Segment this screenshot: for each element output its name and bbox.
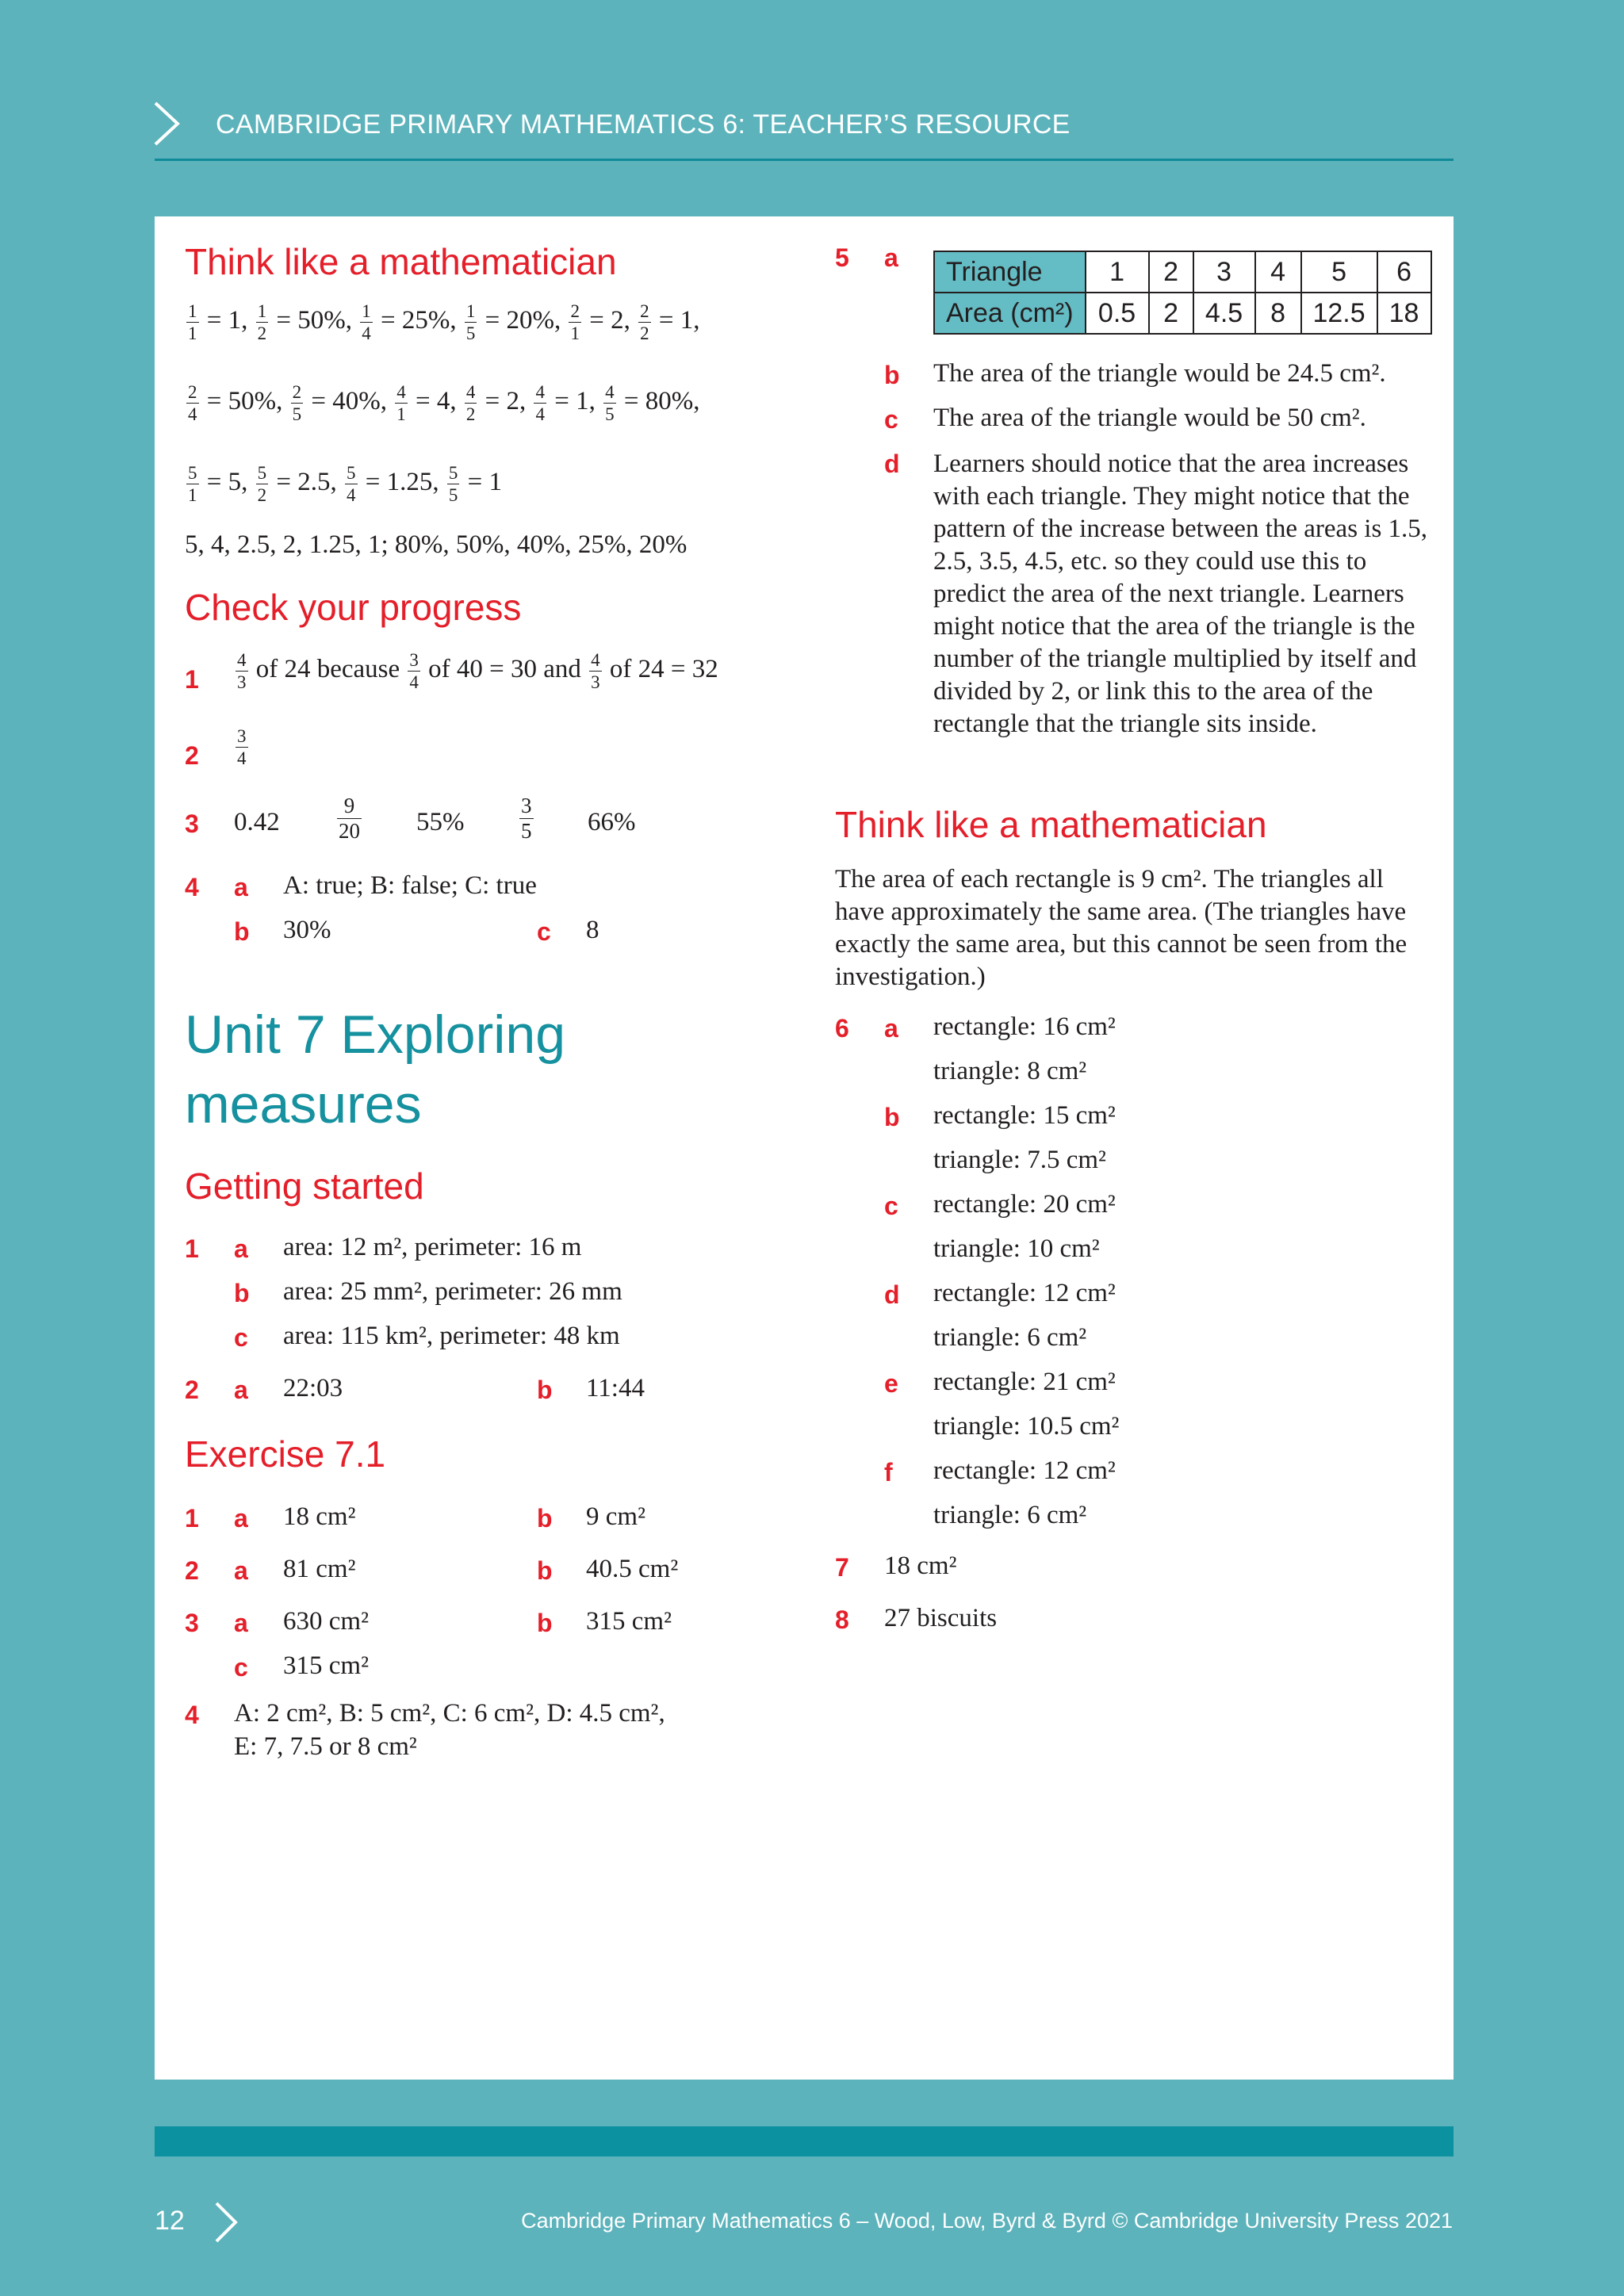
progress-answer-3-v4: $\frac{3}{5}$	[521, 794, 532, 843]
answer-6f-rectangle: rectangle: 12 cm²	[933, 1456, 1116, 1485]
answer-6c-rectangle: rectangle: 20 cm²	[933, 1190, 1116, 1219]
answer-6a-triangle: triangle: 8 cm²	[933, 1057, 1087, 1085]
table-cell: 2	[1149, 251, 1193, 293]
question-number: 5	[835, 243, 849, 272]
part-label: c	[234, 1323, 248, 1352]
answer-text: of 24 because	[255, 655, 400, 684]
part-label: a	[234, 873, 248, 901]
part-label: a	[234, 1234, 248, 1263]
answer-5d: Learners should notice that the area increases with each triangle. They might notice that the pattern of the increase between the areas is 1.5, 2.5, 3.5, 4.5, etc. so they could use this to predict the area of the next triangle. Learners might notice that the area of the triangle is the number of the triangle multiplied by itself and divided by 2, or link this to the area of the rectangle that the triangle sits inside.	[933, 450, 1428, 738]
part-label: c	[884, 405, 898, 434]
table-cell: 12.5	[1301, 293, 1377, 334]
answer-5b: The area of the triangle would be 24.5 cm².	[933, 359, 1386, 388]
answer-text: of 40 = 30 and	[428, 655, 581, 684]
part-label: f	[884, 1458, 893, 1487]
part-label: a	[234, 1556, 248, 1585]
answer-6d-rectangle: rectangle: 12 cm²	[933, 1279, 1116, 1307]
heading-getting-started: Getting started	[185, 1165, 424, 1207]
part-label: c	[884, 1192, 898, 1220]
part-label: a	[234, 1376, 248, 1404]
exercise-4-line-2: E: 7, 7.5 or 8 cm²	[234, 1732, 417, 1761]
heading-exercise-7-1: Exercise 7.1	[185, 1433, 386, 1475]
fraction-line-3: $\frac{5}{1}$ = 5, $\frac{5}{2}$ = 2.5, $\frac{5}{4}$ = 1.25, $\frac{5}{5}$ = 1	[188, 463, 502, 505]
heading-think-like-a-mathematician-2: Think like a mathematician	[835, 804, 1267, 845]
question-number: 4	[185, 1701, 199, 1729]
question-number: 4	[185, 873, 199, 901]
think-paragraph: The area of each rectangle is 9 cm². The triangles all have approximately the same area. (The triangles have exactly the same area, but this cannot be seen from the investigation.)	[835, 865, 1408, 991]
fraction-line-2: $\frac{2}{4}$ = 50%, $\frac{2}{5}$ = 40%, $\frac{4}{1}$ = 4, $\frac{4}{2}$ = 2, $\frac{4}{4}$ = 1, $\frac{4}{5}$ = 80%,	[188, 382, 700, 424]
table-cell: 6	[1377, 251, 1431, 293]
getting-started-2b: 11:44	[586, 1374, 645, 1402]
progress-answer-4c: 8	[586, 916, 599, 944]
page-number: 12	[155, 2206, 185, 2236]
exercise-4-line-1: A: 2 cm², B: 5 cm², C: 6 cm², D: 4.5 cm²,	[234, 1699, 665, 1728]
part-label: d	[884, 1280, 900, 1309]
chevron-right-icon	[213, 2200, 239, 2244]
answer-7: 18 cm²	[884, 1552, 957, 1580]
exercise-2b: 40.5 cm²	[586, 1555, 679, 1583]
answer-text: of 24 = 32	[609, 655, 718, 684]
running-header: CAMBRIDGE PRIMARY MATHEMATICS 6: TEACHER’S RESOURCE	[216, 109, 1071, 140]
question-number: 3	[185, 1609, 199, 1637]
content-panel	[155, 216, 1454, 2080]
unit-title-line-1: Unit 7 Exploring	[185, 1004, 566, 1065]
table-cell: 8	[1255, 293, 1301, 334]
part-label: b	[234, 1279, 250, 1307]
header-rule	[155, 159, 1454, 161]
answer-6e-triangle: triangle: 10.5 cm²	[933, 1412, 1120, 1441]
progress-answer-3-v1: 0.42	[234, 808, 280, 836]
footer-credit: Cambridge Primary Mathematics 6 – Wood, Low, Byrd & Byrd © Cambridge University Press 2021	[521, 2209, 1453, 2233]
exercise-3a: 630 cm²	[283, 1607, 369, 1636]
part-label: b	[537, 1376, 553, 1404]
progress-answer-3-v5: 66%	[588, 808, 636, 836]
table-cell: 1	[1086, 251, 1149, 293]
progress-answer-3-v2: $\frac{9}{20}$	[339, 794, 360, 843]
part-label: b	[884, 361, 900, 389]
table-cell: 18	[1377, 293, 1431, 334]
table-cell: 2	[1149, 293, 1193, 334]
answer-6b-rectangle: rectangle: 15 cm²	[933, 1101, 1116, 1130]
progress-answer-3-v3: 55%	[416, 808, 465, 836]
answer-6c-triangle: triangle: 10 cm²	[933, 1234, 1100, 1263]
question-number: 7	[835, 1553, 849, 1582]
exercise-3c: 315 cm²	[283, 1651, 369, 1680]
part-label: c	[234, 1653, 248, 1682]
fraction-line-1: $\frac{1}{1}$ = 1, $\frac{1}{2}$ = 50%, $\frac{1}{4}$ = 25%, $\frac{1}{5}$ = 20%, $\frac{2}{1}$ = 2, $\frac{2}{2}$ = 1,	[188, 301, 700, 343]
answer-6b-triangle: triangle: 7.5 cm²	[933, 1146, 1106, 1174]
exercise-1b: 9 cm²	[586, 1502, 645, 1531]
getting-started-1c: area: 115 km², perimeter: 48 km	[283, 1322, 620, 1350]
answer-6e-rectangle: rectangle: 21 cm²	[933, 1368, 1116, 1396]
getting-started-2a: 22:03	[283, 1374, 343, 1402]
ordered-values: 5, 4, 2.5, 2, 1.25, 1; 80%, 50%, 40%, 25%, 20%	[185, 530, 688, 559]
progress-answer-1: $\frac{4}{3}$ of 24 because $\frac{3}{4}$ of 40 = 30 and $\frac{4}{3}$ of 24 = 32	[237, 650, 718, 692]
question-number: 8	[835, 1605, 849, 1634]
table-row	[934, 251, 1431, 293]
chevron-right-icon	[151, 100, 182, 147]
question-number: 6	[835, 1014, 849, 1043]
table-cell: 4	[1255, 251, 1301, 293]
answer-6d-triangle: triangle: 6 cm²	[933, 1323, 1087, 1352]
table-cell: 0.5	[1086, 293, 1149, 334]
part-label: e	[884, 1369, 898, 1398]
part-label: b	[234, 917, 250, 946]
question-number: 1	[185, 1234, 199, 1263]
answer-6a-rectangle: rectangle: 16 cm²	[933, 1012, 1116, 1041]
exercise-3b: 315 cm²	[586, 1607, 672, 1636]
unit-title-line-2: measures	[185, 1074, 422, 1135]
part-label: b	[537, 1556, 553, 1585]
table-cell: 3	[1193, 251, 1255, 293]
footer-bar	[155, 2126, 1454, 2156]
part-label: b	[537, 1609, 553, 1637]
table-row	[934, 293, 1431, 334]
part-label: a	[234, 1609, 248, 1637]
progress-answer-2: $\frac{3}{4}$	[237, 726, 247, 768]
part-label: b	[537, 1504, 553, 1533]
question-number: 1	[185, 1504, 199, 1533]
getting-started-1a: area: 12 m², perimeter: 16 m	[283, 1233, 582, 1261]
heading-think-like-a-mathematician: Think like a mathematician	[185, 241, 617, 282]
part-label: d	[884, 450, 900, 478]
question-number: 1	[185, 665, 199, 694]
part-label: a	[234, 1504, 248, 1533]
table-cell: 4.5	[1193, 293, 1255, 334]
exercise-1a: 18 cm²	[283, 1502, 356, 1531]
table-cell: 5	[1301, 251, 1377, 293]
heading-check-your-progress: Check your progress	[185, 587, 522, 628]
table-row-header: Area (cm²)	[934, 293, 1086, 334]
exercise-2a: 81 cm²	[283, 1555, 356, 1583]
part-label: a	[884, 1014, 898, 1043]
answer-6f-triangle: triangle: 6 cm²	[933, 1501, 1087, 1529]
progress-answer-4a: A: true; B: false; C: true	[283, 871, 537, 900]
question-number: 2	[185, 741, 199, 770]
answer-8: 27 biscuits	[884, 1604, 998, 1632]
part-label: c	[537, 917, 551, 946]
progress-answer-4b: 30%	[283, 916, 331, 944]
triangle-area-table	[933, 251, 1432, 335]
answer-5c: The area of the triangle would be 50 cm².	[933, 404, 1366, 432]
part-label: a	[884, 243, 898, 272]
part-label: b	[884, 1103, 900, 1131]
question-number: 2	[185, 1556, 199, 1585]
table-row-header: Triangle	[934, 251, 1086, 293]
getting-started-1b: area: 25 mm², perimeter: 26 mm	[283, 1277, 622, 1306]
question-number: 2	[185, 1376, 199, 1404]
question-number: 3	[185, 809, 199, 838]
